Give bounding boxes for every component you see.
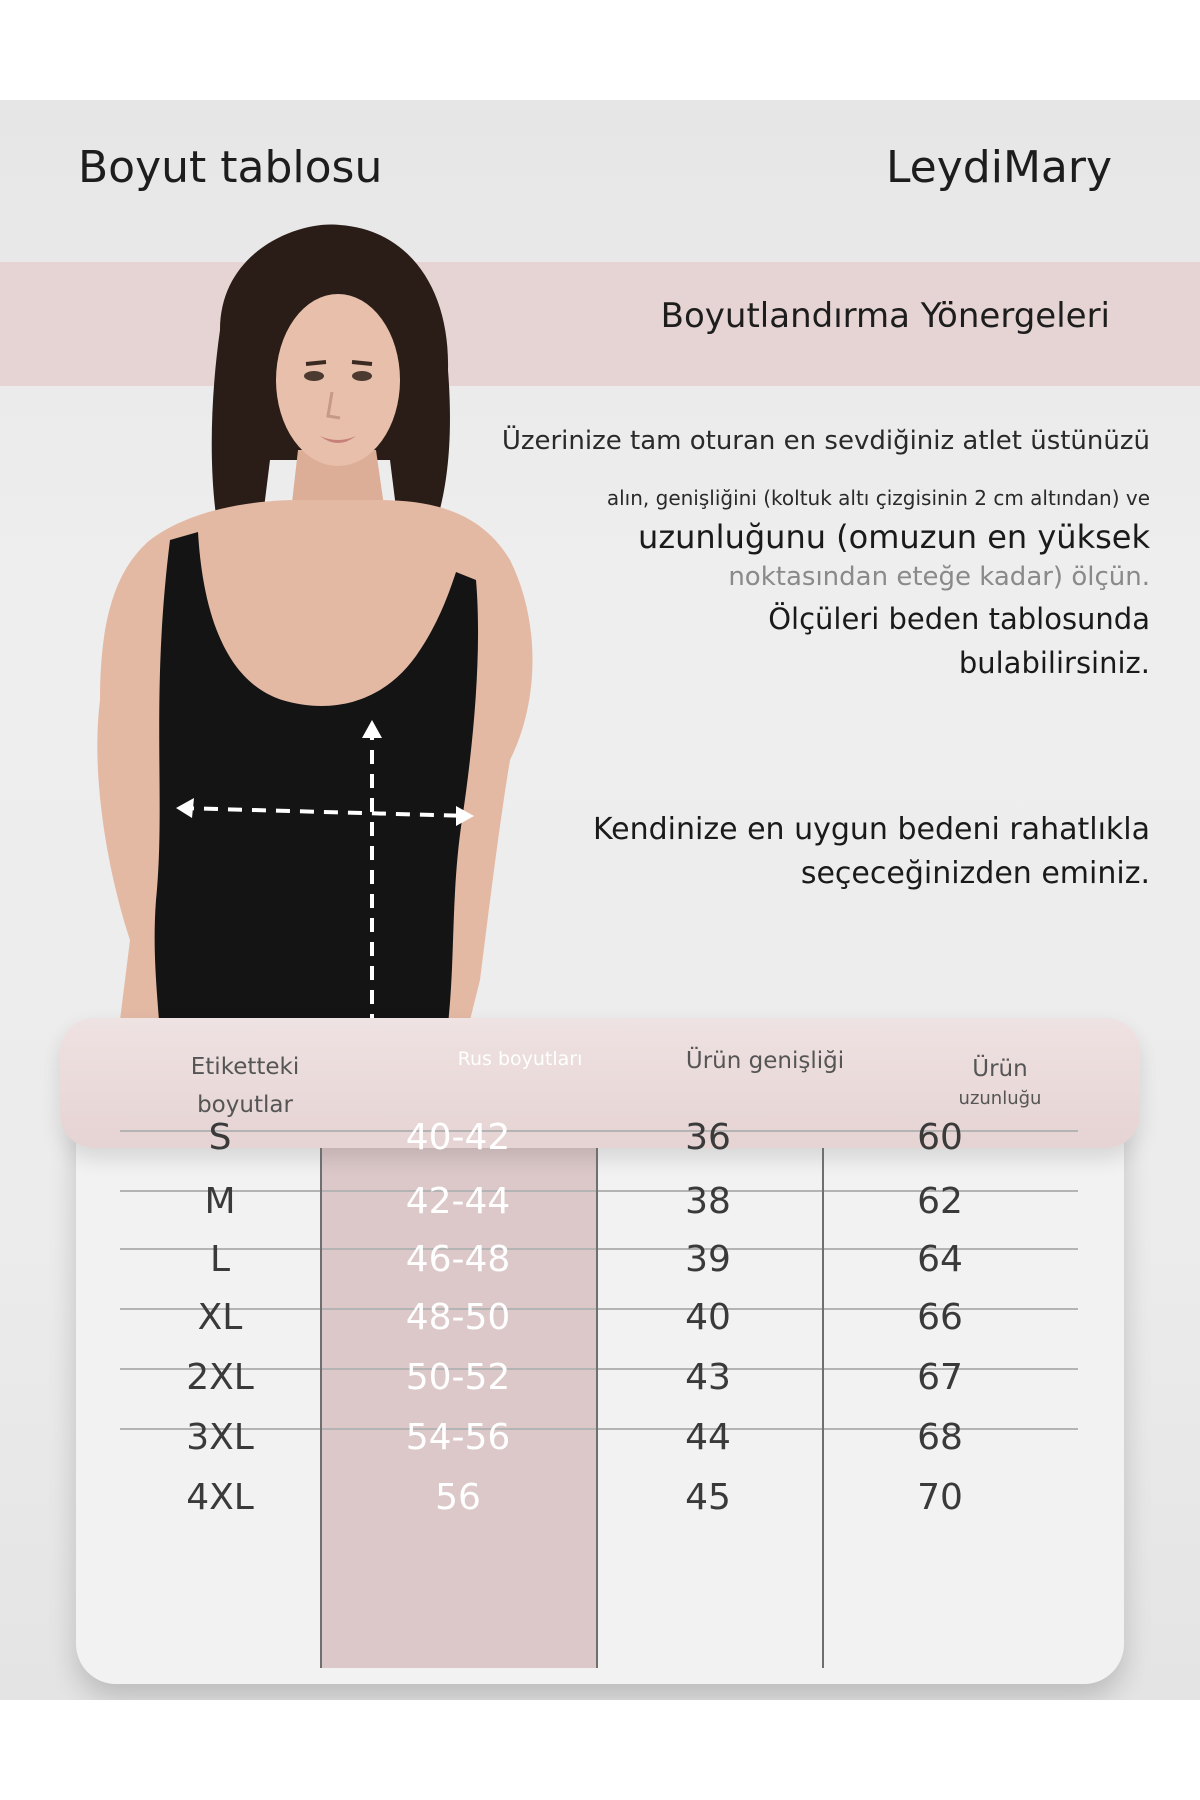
table-cell-size: S [208, 1117, 232, 1158]
instruction-line: noktasından eteğe kadar) ölçün. [728, 562, 1150, 592]
table-cell-width: 43 [685, 1357, 731, 1398]
closing-line: Kendinize en uygun bedeni rahatlıkla [592, 812, 1150, 847]
table-cell-width: 40 [685, 1297, 731, 1338]
rus-size-column [320, 1148, 596, 1668]
model-photo [70, 180, 550, 1100]
table-cell-width: 44 [685, 1417, 731, 1458]
closing-line: seçeceğinizden eminiz. [800, 856, 1150, 891]
table-cell-rus: 48-50 [405, 1297, 511, 1338]
table-cell-width: 38 [685, 1181, 731, 1222]
table-cell-size: 4XL [186, 1477, 254, 1518]
table-cell-rus: 54-56 [405, 1417, 511, 1458]
table-cell-rus: 40-42 [405, 1117, 511, 1158]
table-cell-width: 45 [685, 1477, 731, 1518]
table-cell-size: L [209, 1239, 231, 1280]
size-chart-card [0, 100, 1200, 1700]
table-cell-length: 66 [917, 1297, 963, 1338]
brand-name: LeydiMary [885, 142, 1112, 193]
header-product-length: Ürün uzunluğu [958, 1056, 1042, 1109]
table-cell-length: 62 [917, 1181, 963, 1222]
table-cell-length: 70 [917, 1477, 963, 1518]
table-cell-length: 68 [917, 1417, 963, 1458]
table-cell-rus: 56 [435, 1477, 481, 1518]
instruction-line: bulabilirsiniz. [958, 646, 1150, 680]
table-cell-size: XL [197, 1297, 243, 1338]
table-cell-width: 39 [685, 1239, 731, 1280]
table-cell-rus: 50-52 [405, 1357, 511, 1398]
header-product-width: Ürün genişliği [685, 1048, 845, 1074]
table-cell-size: 3XL [186, 1417, 254, 1458]
table-cell-length: 67 [917, 1357, 963, 1398]
column-divider [822, 1148, 824, 1668]
table-cell-size: M [204, 1181, 236, 1222]
guidelines-title: Boyutlandırma Yönergeleri [660, 296, 1110, 336]
column-divider [320, 1148, 322, 1668]
header-rus-size: Rus boyutları [457, 1048, 583, 1070]
chart-title: Boyut tablosu [78, 142, 383, 193]
instruction-line: Üzerinize tam oturan en sevdiğiniz atlet üstünüzü [501, 426, 1150, 456]
table-cell-length: 64 [917, 1239, 963, 1280]
table-cell-length: 60 [917, 1117, 963, 1158]
instruction-line: Ölçüleri beden tablosunda [768, 602, 1150, 636]
table-cell-width: 36 [685, 1117, 731, 1158]
header-label-size: Etiketteki boyutlar [190, 1054, 300, 1118]
column-divider [596, 1148, 598, 1668]
table-cell-rus: 46-48 [405, 1239, 511, 1280]
instruction-line: alın, genişliğini (koltuk altı çizgisinin 2 cm altından) ve [606, 486, 1150, 510]
table-cell-rus: 42-44 [405, 1181, 511, 1222]
table-cell-size: 2XL [186, 1357, 254, 1398]
instruction-line: uzunluğunu (omuzun en yüksek [638, 518, 1150, 556]
